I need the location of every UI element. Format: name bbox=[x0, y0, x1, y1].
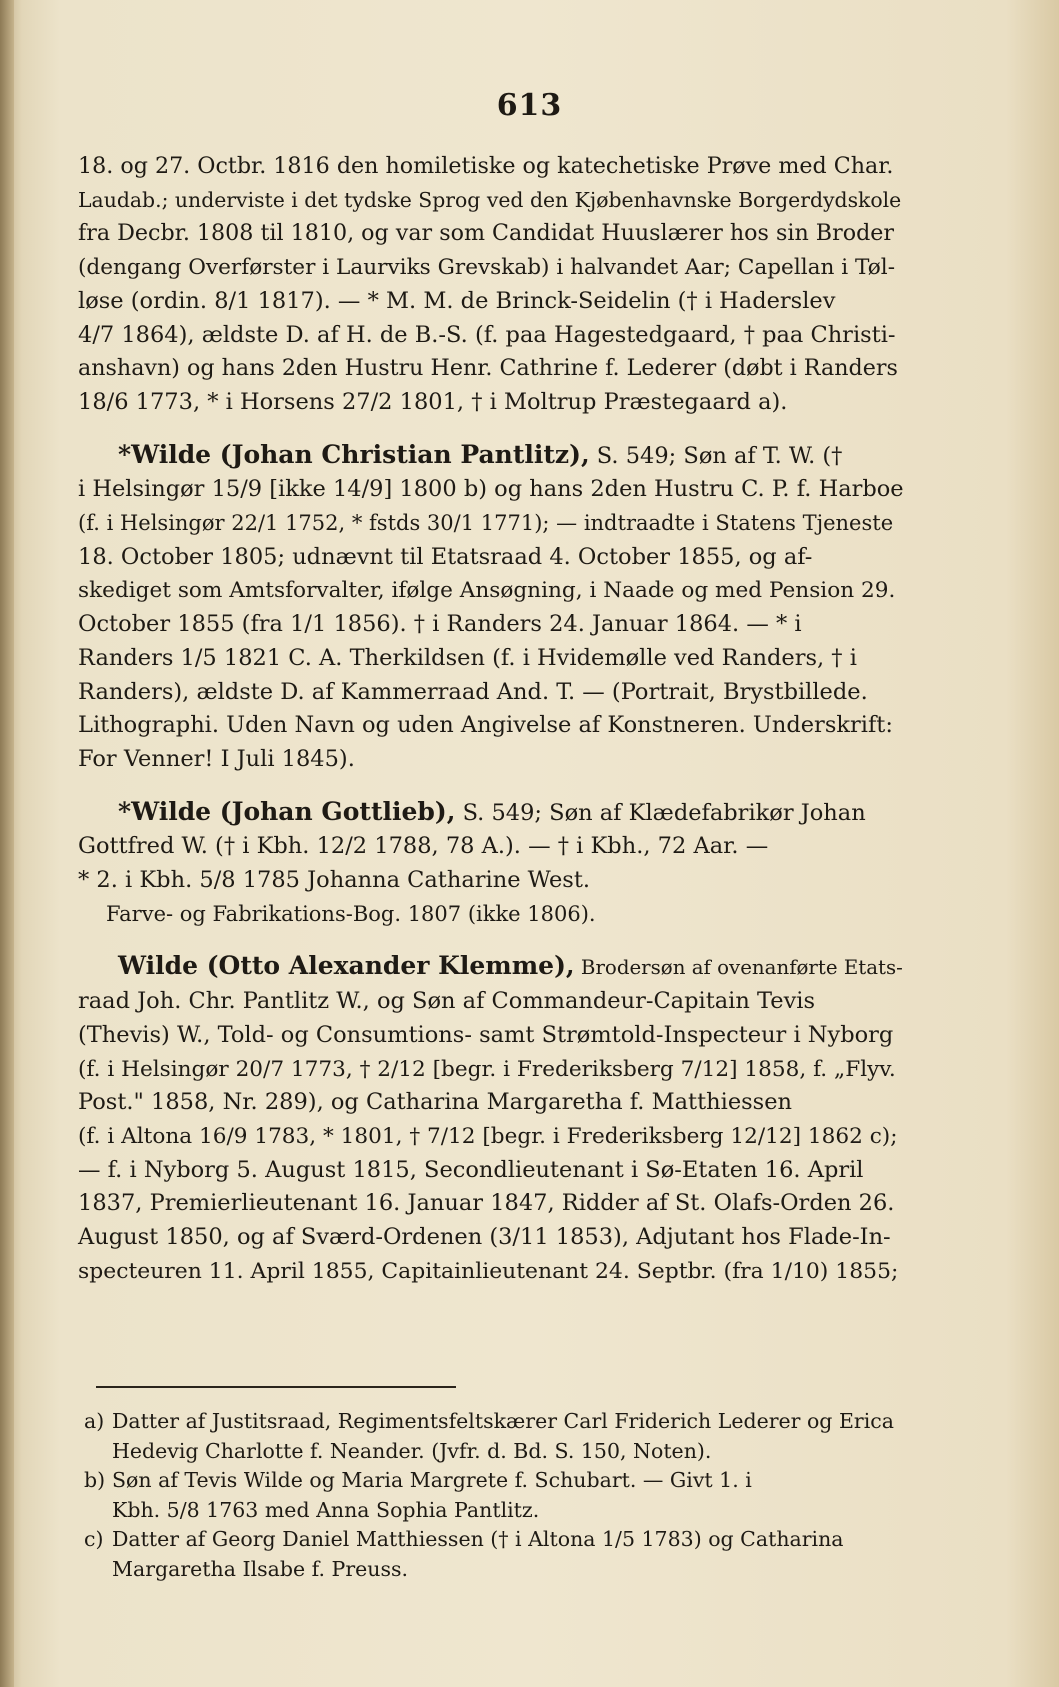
text-line: raad Joh. Chr. Pantlitz W., og Søn af Commandeur-Capitain Tevis bbox=[78, 988, 816, 1015]
text-line: specteuren 11. April 1855, Capitainlieutenant 24. Septbr. (fra 1/10) 1855; bbox=[78, 1258, 899, 1284]
text-line: (f. i Helsingør 20/7 1773, † 2/12 [begr. i Frederiksberg 7/12] 1858, f. „Flyv. bbox=[78, 1056, 896, 1082]
footnote-line: Kbh. 5/8 1763 med Anna Sophia Pantlitz. bbox=[112, 1497, 540, 1522]
text-line: For Venner! I Juli 1845). bbox=[78, 745, 355, 772]
text-line: S. 549; Søn af T. W. († bbox=[589, 442, 843, 469]
text-line: Gottfred W. († i Kbh. 12/2 1788, 78 A.). — † i Kbh., 72 Aar. — bbox=[78, 833, 769, 860]
entry-continuation bbox=[78, 150, 904, 420]
entry-wilde-johan-gottlieb bbox=[78, 795, 904, 932]
text-line: Laudab.; underviste i det tydske Sprog ved den Kjøbenhavnske Borgerdydskole bbox=[78, 187, 902, 212]
text-line: skediget som Amtsforvalter, ifølge Ansøgning, i Naade og med Pension 29. bbox=[78, 578, 896, 604]
text-line: 18. October 1805; udnævnt til Etatsraad 4. October 1855, og af- bbox=[78, 543, 813, 570]
text-line: anshavn) og hans 2den Hustru Henr. Cathrine f. Lederer (døbt i Randers bbox=[78, 355, 898, 382]
text-line: S. 549; Søn af Klædefabrikør Johan bbox=[455, 799, 866, 826]
footnote-c bbox=[84, 1525, 904, 1584]
footnote-line: Margaretha Ilsabe f. Preuss. bbox=[112, 1556, 409, 1581]
footnotes bbox=[84, 1407, 904, 1585]
text-line: fra Decbr. 1808 til 1810, og var som Candidat Huuslærer hos sin Broder bbox=[78, 220, 895, 247]
text-line: (f. i Helsingør 22/1 1752, * fstds 30/1 1771); — indtraadte i Statens Tjeneste bbox=[78, 511, 894, 536]
entry-wilde-otto bbox=[78, 949, 904, 1288]
text-line: i Helsingør 15/9 [ikke 14/9] 1800 b) og hans 2den Hustru C. P. f. Harboe bbox=[78, 476, 904, 503]
footnote-label: a) bbox=[84, 1409, 105, 1433]
text-line: 4/7 1864), ældste D. af H. de B.-S. (f. paa Hagestedgaard, † paa Christi- bbox=[78, 321, 896, 348]
footnote-a bbox=[84, 1407, 904, 1466]
text-line: Randers), ældste D. af Kammerraad And. T. — (Portrait, Brystbillede. bbox=[78, 678, 868, 705]
text-line: October 1855 (fra 1/1 1856). † i Randers 24. Januar 1864. — * i bbox=[78, 611, 802, 638]
entry-wilde-johan-christian bbox=[78, 438, 904, 777]
text-line: løse (ordin. 8/1 1817). — * M. M. de Brinck-Seidelin († i Haderslev bbox=[78, 287, 836, 314]
footnote-line: Søn af Tevis Wilde og Maria Margrete f. Schubart. — Givt 1. i bbox=[112, 1468, 752, 1493]
text-line: Farve- og Fabrikations-Bog. 1807 (ikke 1806). bbox=[106, 901, 596, 926]
page-number: 613 bbox=[496, 88, 563, 123]
binding-edge bbox=[0, 0, 14, 1687]
text-line: August 1850, og af Sværd-Ordenen (3/11 1853), Adjutant hos Flade-In- bbox=[78, 1224, 891, 1251]
body-text bbox=[78, 150, 904, 1289]
entry-headword: Wilde (Otto Alexander Klemme), bbox=[118, 951, 575, 981]
footnote-label: b) bbox=[84, 1468, 106, 1493]
text-line: Lithographi. Uden Navn og uden Angivelse af Konstneren. Underskrift: bbox=[78, 712, 893, 739]
text-line: 18. og 27. Octbr. 1816 den homiletiske og katechetiske Prøve med Char. bbox=[78, 153, 894, 179]
entry-headword: *Wilde (Johan Christian Pantlitz), bbox=[118, 439, 590, 469]
footnote-line: Datter af Justitsraad, Regimentsfeltskærer Carl Friderich Lederer og Erica bbox=[112, 1409, 894, 1433]
footnote-line: Datter af Georg Daniel Matthiessen († i Altona 1/5 1783) og Catharina bbox=[112, 1527, 844, 1552]
footnote-label: c) bbox=[84, 1527, 104, 1552]
text-line: Brodersøn af ovenanførte Etats- bbox=[574, 956, 903, 980]
text-line: (dengang Overførster i Laurviks Grevskab) i halvandet Aar; Capellan i Tøl- bbox=[78, 255, 895, 281]
text-line: Post." 1858, Nr. 289), og Catharina Margaretha f. Matthiessen bbox=[78, 1089, 793, 1116]
text-line: — f. i Nyborg 5. August 1815, Secondlieutenant i Sø-Etaten 16. April bbox=[78, 1156, 864, 1183]
footnote-rule bbox=[96, 1386, 456, 1388]
text-line: (Thevis) W., Told- og Consumtions- samt Strømtold-Inspecteur i Nyborg bbox=[78, 1021, 894, 1048]
footnote-line: Hedevig Charlotte f. Neander. (Jvfr. d. Bd. S. 150, Noten). bbox=[112, 1438, 712, 1463]
entry-headword: *Wilde (Johan Gottlieb), bbox=[118, 796, 456, 826]
text-line: (f. i Altona 16/9 1783, * 1801, † 7/12 [begr. i Frederiksberg 12/12] 1862 c); bbox=[78, 1123, 898, 1149]
text-line: 1837, Premierlieutenant 16. Januar 1847, Ridder af St. Olafs-Orden 26. bbox=[78, 1190, 895, 1217]
footnote-b bbox=[84, 1466, 904, 1525]
text-line: 18/6 1773, * i Horsens 27/2 1801, † i Moltrup Præstegaard a). bbox=[78, 388, 788, 415]
text-line: * 2. i Kbh. 5/8 1785 Johanna Catharine West. bbox=[78, 867, 591, 894]
text-line: Randers 1/5 1821 C. A. Therkildsen (f. i Hvidemølle ved Randers, † i bbox=[78, 644, 857, 671]
